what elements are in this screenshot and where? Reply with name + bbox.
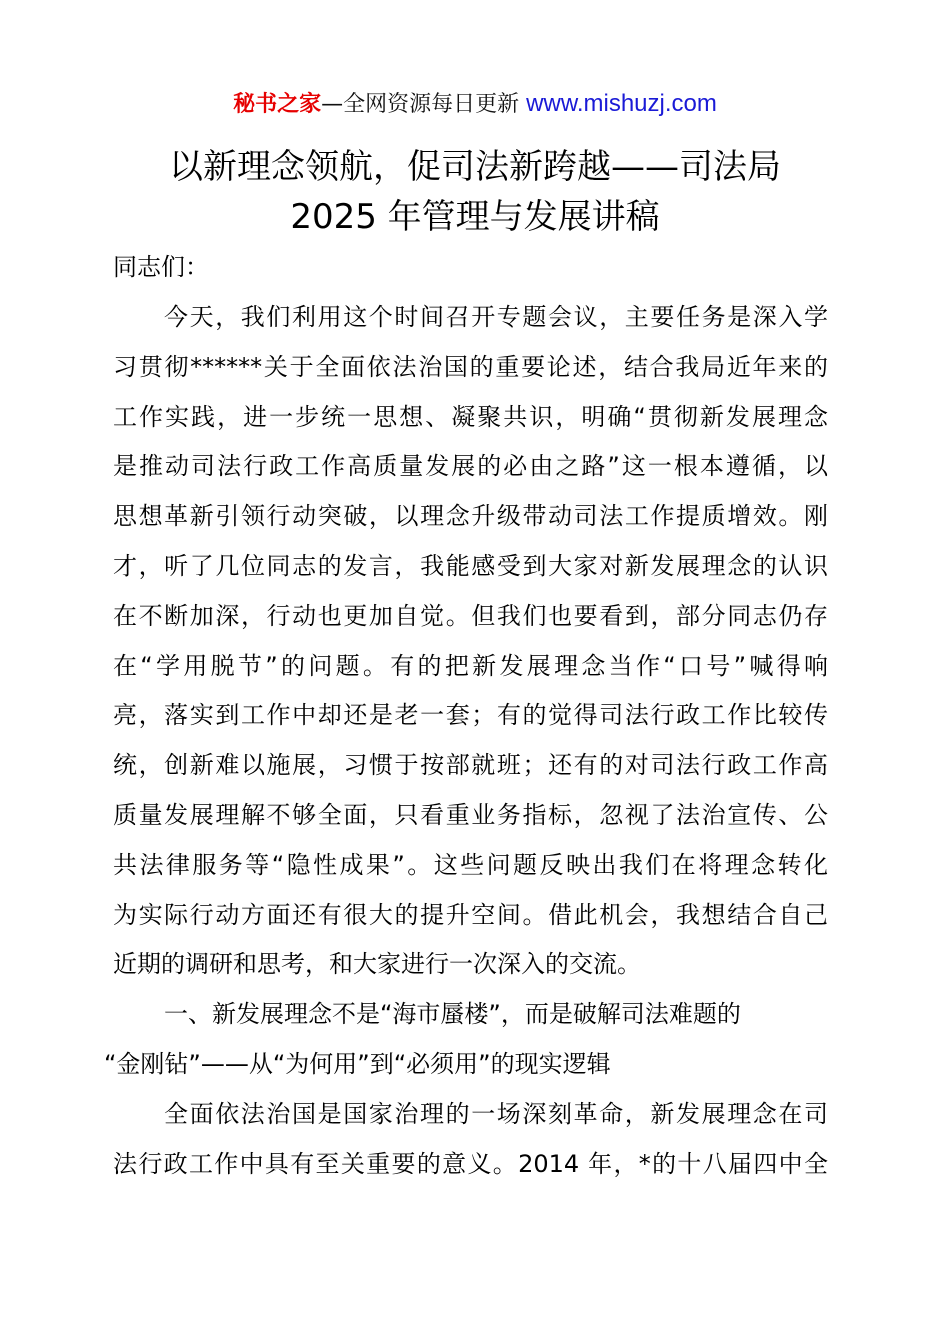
paragraph-line: 质量发展理解不够全面，只看重业务指标，忽视了法治宣传、公 <box>113 801 828 829</box>
paragraph-line: 习贯彻******关于全面依法治国的重要论述，结合我局近年来的 <box>113 352 828 381</box>
paragraph-line: 工作实践，进一步统一思想、凝聚共识，明确“贯彻新发展理念 <box>113 402 828 431</box>
paragraph-line: 在“学用脱节”的问题。有的把新发展理念当作“口号”喊得响 <box>113 651 828 680</box>
paragraph-line: 在不断加深，行动也更加自觉。但我们也要看到，部分同志仍存 <box>113 601 828 630</box>
paragraph-line: 是推动司法行政工作高质量发展的必由之路”这一根本遵循，以 <box>113 452 828 481</box>
paragraph-line: 近期的调研和思考，和大家进行一次深入的交流。 <box>113 950 641 979</box>
site-header <box>0 88 950 121</box>
paragraph-line: 全面依法治国是国家治理的一场深刻革命，新发展理念在司 <box>164 1099 828 1128</box>
paragraph-line: 共法律服务等“隐性成果”。这些问题反映出我们在将理念转化 <box>113 850 828 879</box>
section-heading-line: “金刚钻”——从“为何用”到“必须用”的现实逻辑 <box>104 1050 611 1078</box>
site-url-link[interactable]: www.mishuzj.com <box>526 90 717 117</box>
paragraph-line: 思想革新引领行动突破，以理念升级带动司法工作提质增效。刚 <box>113 502 828 531</box>
paragraph-line: 今天，我们利用这个时间召开专题会议，主要任务是深入学 <box>164 303 828 331</box>
header-tagline: —全网资源每日更新 <box>321 92 527 117</box>
paragraph-line: 法行政工作中具有至关重要的意义。2014 年，*的十八届四中全 <box>113 1149 828 1178</box>
section-heading-line: 一、新发展理念不是“海市蜃楼”，而是破解司法难题的 <box>164 1000 741 1029</box>
brand-name: 秘书之家 <box>233 92 322 117</box>
paragraph-line: 才，听了几位同志的发言，我能感受到大家对新发展理念的认识 <box>113 552 828 580</box>
paragraph-line: 亮，落实到工作中却还是老一套；有的觉得司法行政工作比较传 <box>113 701 828 730</box>
salutation: 同志们： <box>113 253 209 281</box>
document-title-line-2: 2025 年管理与发展讲稿 <box>290 197 660 237</box>
document-title-line-1: 以新理念领航，促司法新跨越——司法局 <box>169 147 781 187</box>
paragraph-line: 为实际行动方面还有很大的提升空间。借此机会，我想结合自己 <box>113 900 828 929</box>
paragraph-line: 统，创新难以施展，习惯于按部就班；还有的对司法行政工作高 <box>113 751 828 780</box>
